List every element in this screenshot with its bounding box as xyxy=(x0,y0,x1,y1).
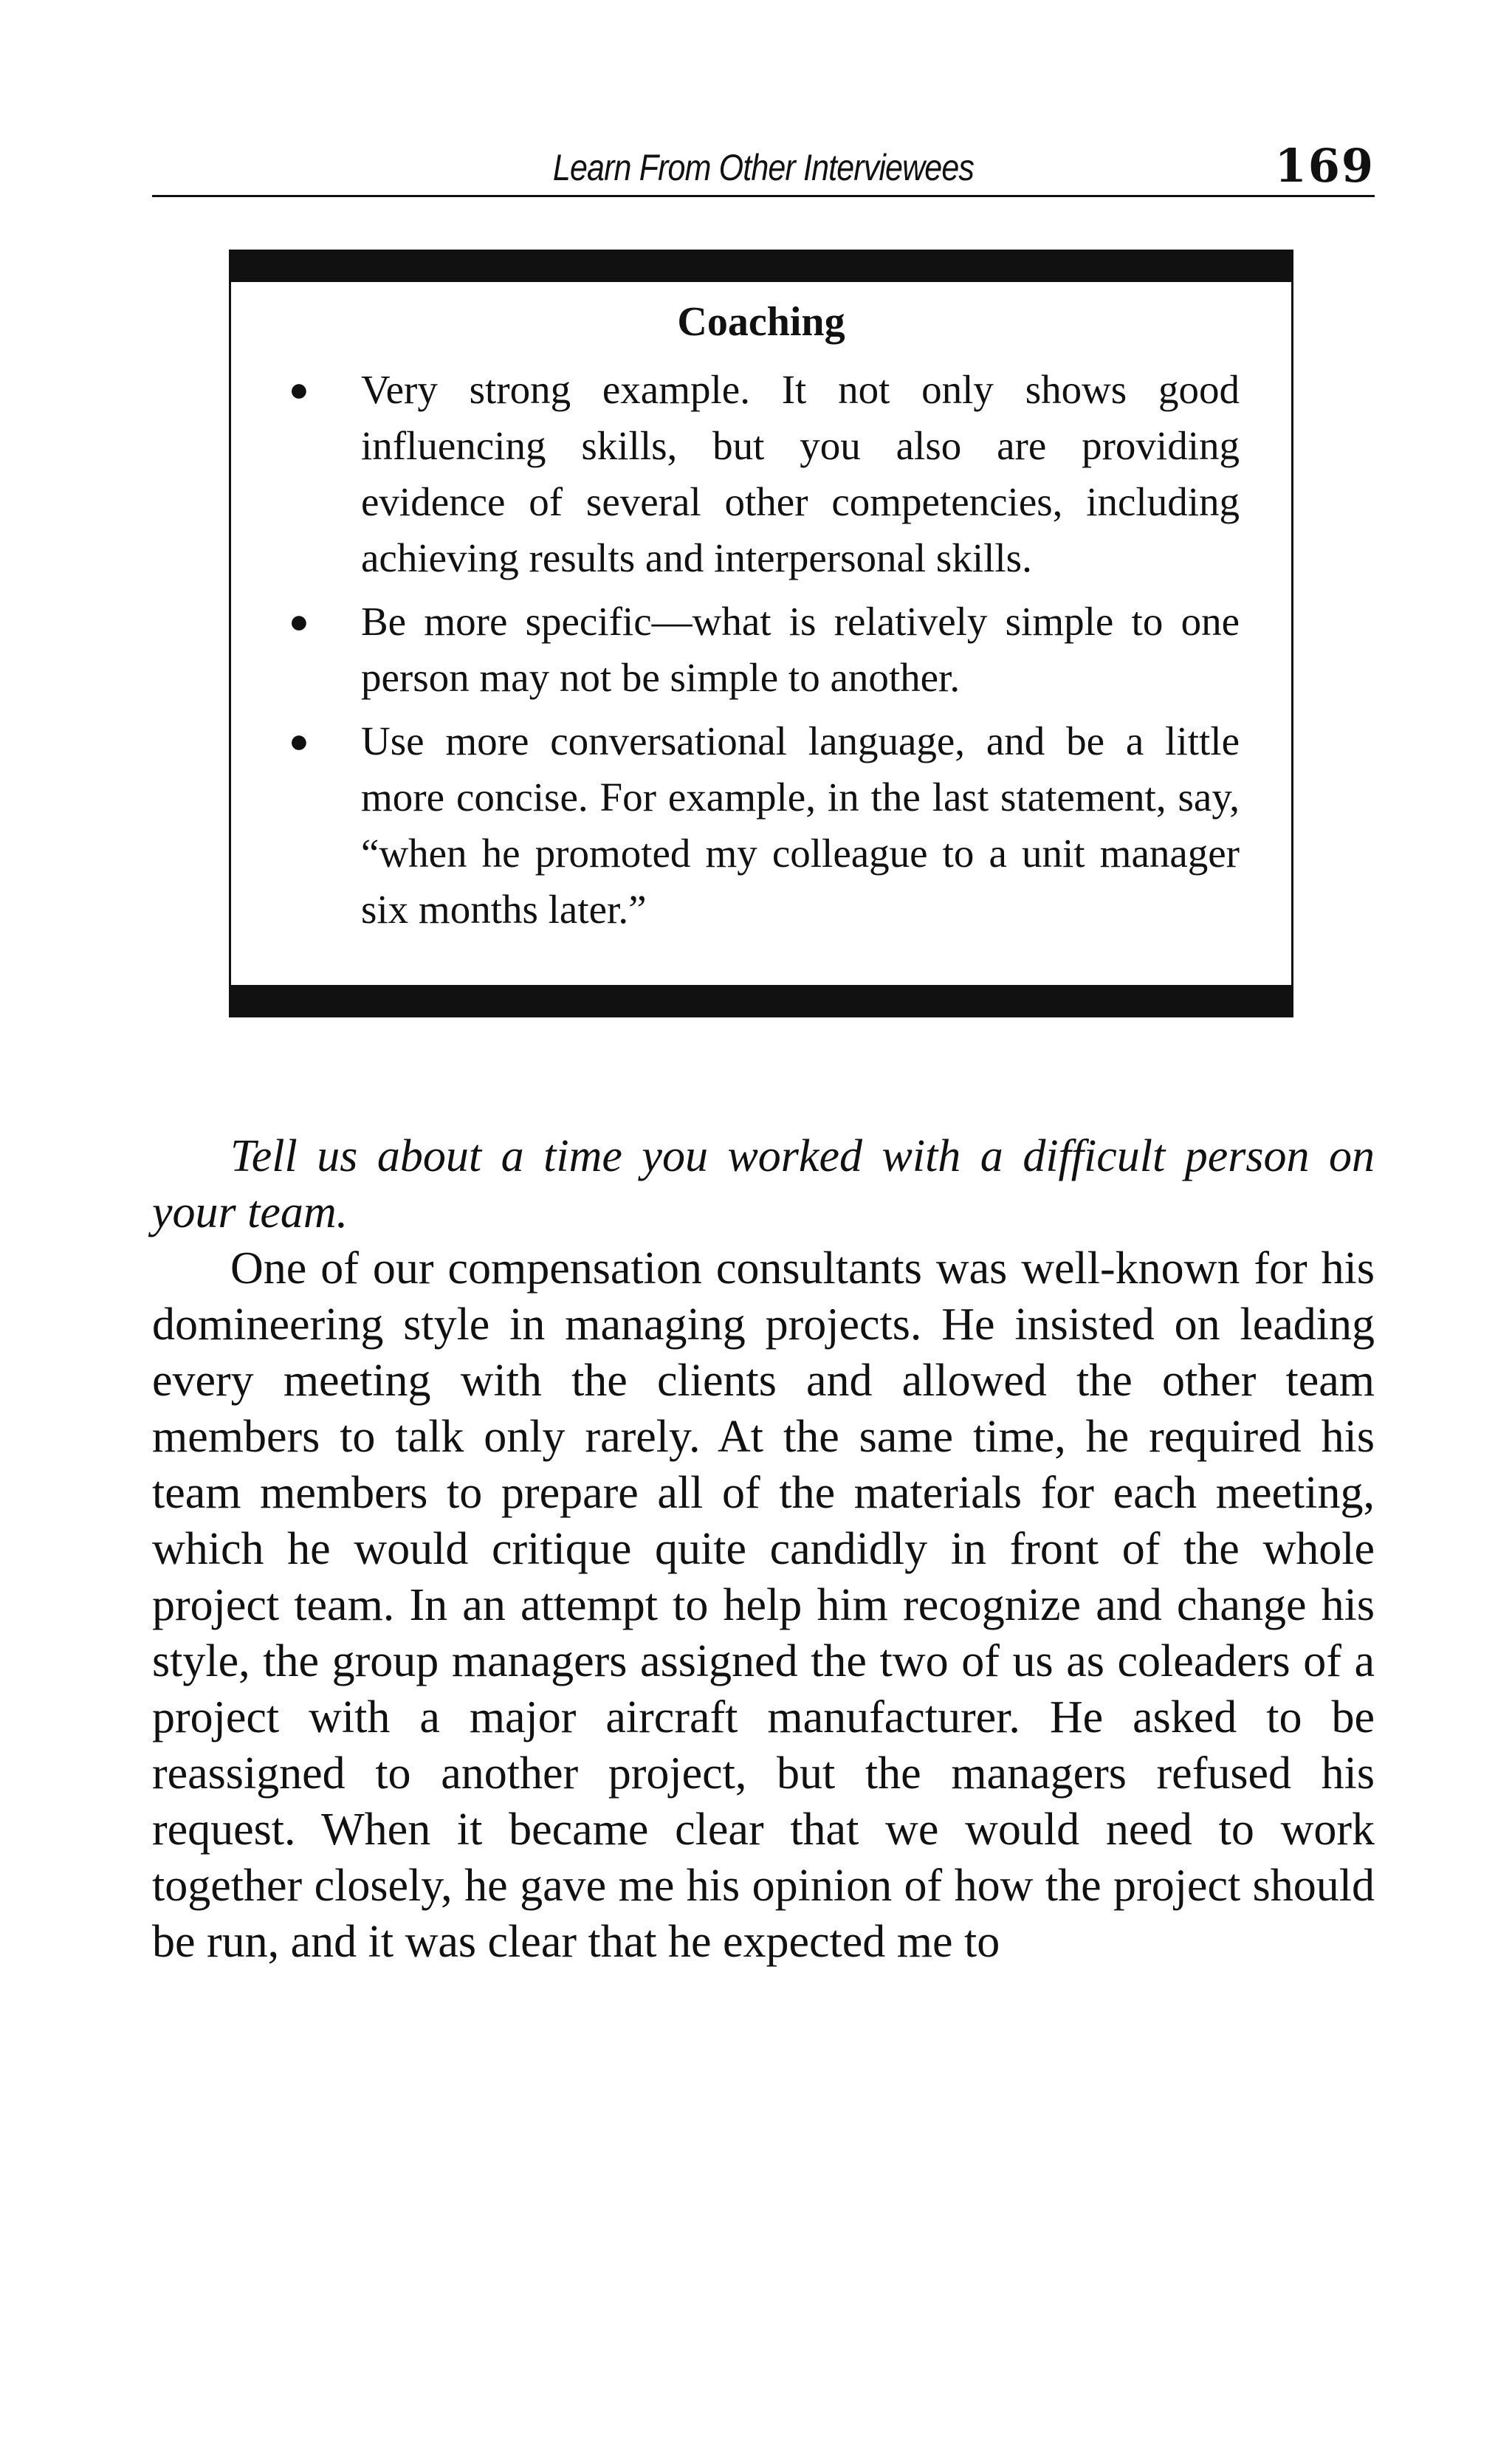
list-item xyxy=(231,362,1291,586)
bullet-text: Use more conversational language, and be a little more concise. For example, in the last statement, say, “when he promoted my colleague to a unit manager six months later.” xyxy=(361,718,1240,932)
coaching-box-title: Coaching xyxy=(677,299,845,345)
bullet-text: Very strong example. It not only shows good influencing skills, but you also are providing evidence of several other competencies, including achieving results and interpersonal skills. xyxy=(361,367,1240,580)
bullet-icon: ● xyxy=(289,371,309,408)
coaching-box-top-bar xyxy=(229,250,1293,282)
bullet-text: Be more specific—what is relatively simple to one person may not be simple to another. xyxy=(361,599,1240,700)
list-item xyxy=(231,713,1291,938)
bullet-icon: ● xyxy=(289,602,309,640)
running-title: Learn From Other Interviewees xyxy=(552,147,975,188)
answer-paragraph: One of our compensation consultants was well-known for his domineering style in managing projects. He insisted on leading every meeting with the clients and allowed the other team members to talk only rarely. At the same time, he required his team members to prepare all of the materials for each meeting, which he would critique quite candidly in front of the whole project team. In an attempt to help him recognize and change his style, the group managers assigned the two of us as coleaders of a project with a major aircraft manufacturer. He asked to be reassigned to another project, but the managers refused his request. When it became clear that we would need to work together closely, he gave me his opinion of how the project should be run, and it was clear that he expected me to xyxy=(152,1243,1375,1967)
body-text xyxy=(152,1128,1375,1970)
page-number: 169 xyxy=(1274,139,1375,193)
list-item xyxy=(231,594,1291,706)
interview-question: Tell us about a time you worked with a difficult person on your team. xyxy=(152,1131,1375,1237)
coaching-box-bottom-bar xyxy=(229,985,1293,1017)
running-head xyxy=(152,139,1375,197)
coaching-box xyxy=(229,250,1293,1017)
bullet-icon: ● xyxy=(289,722,309,760)
coaching-bullet-list xyxy=(231,362,1291,945)
